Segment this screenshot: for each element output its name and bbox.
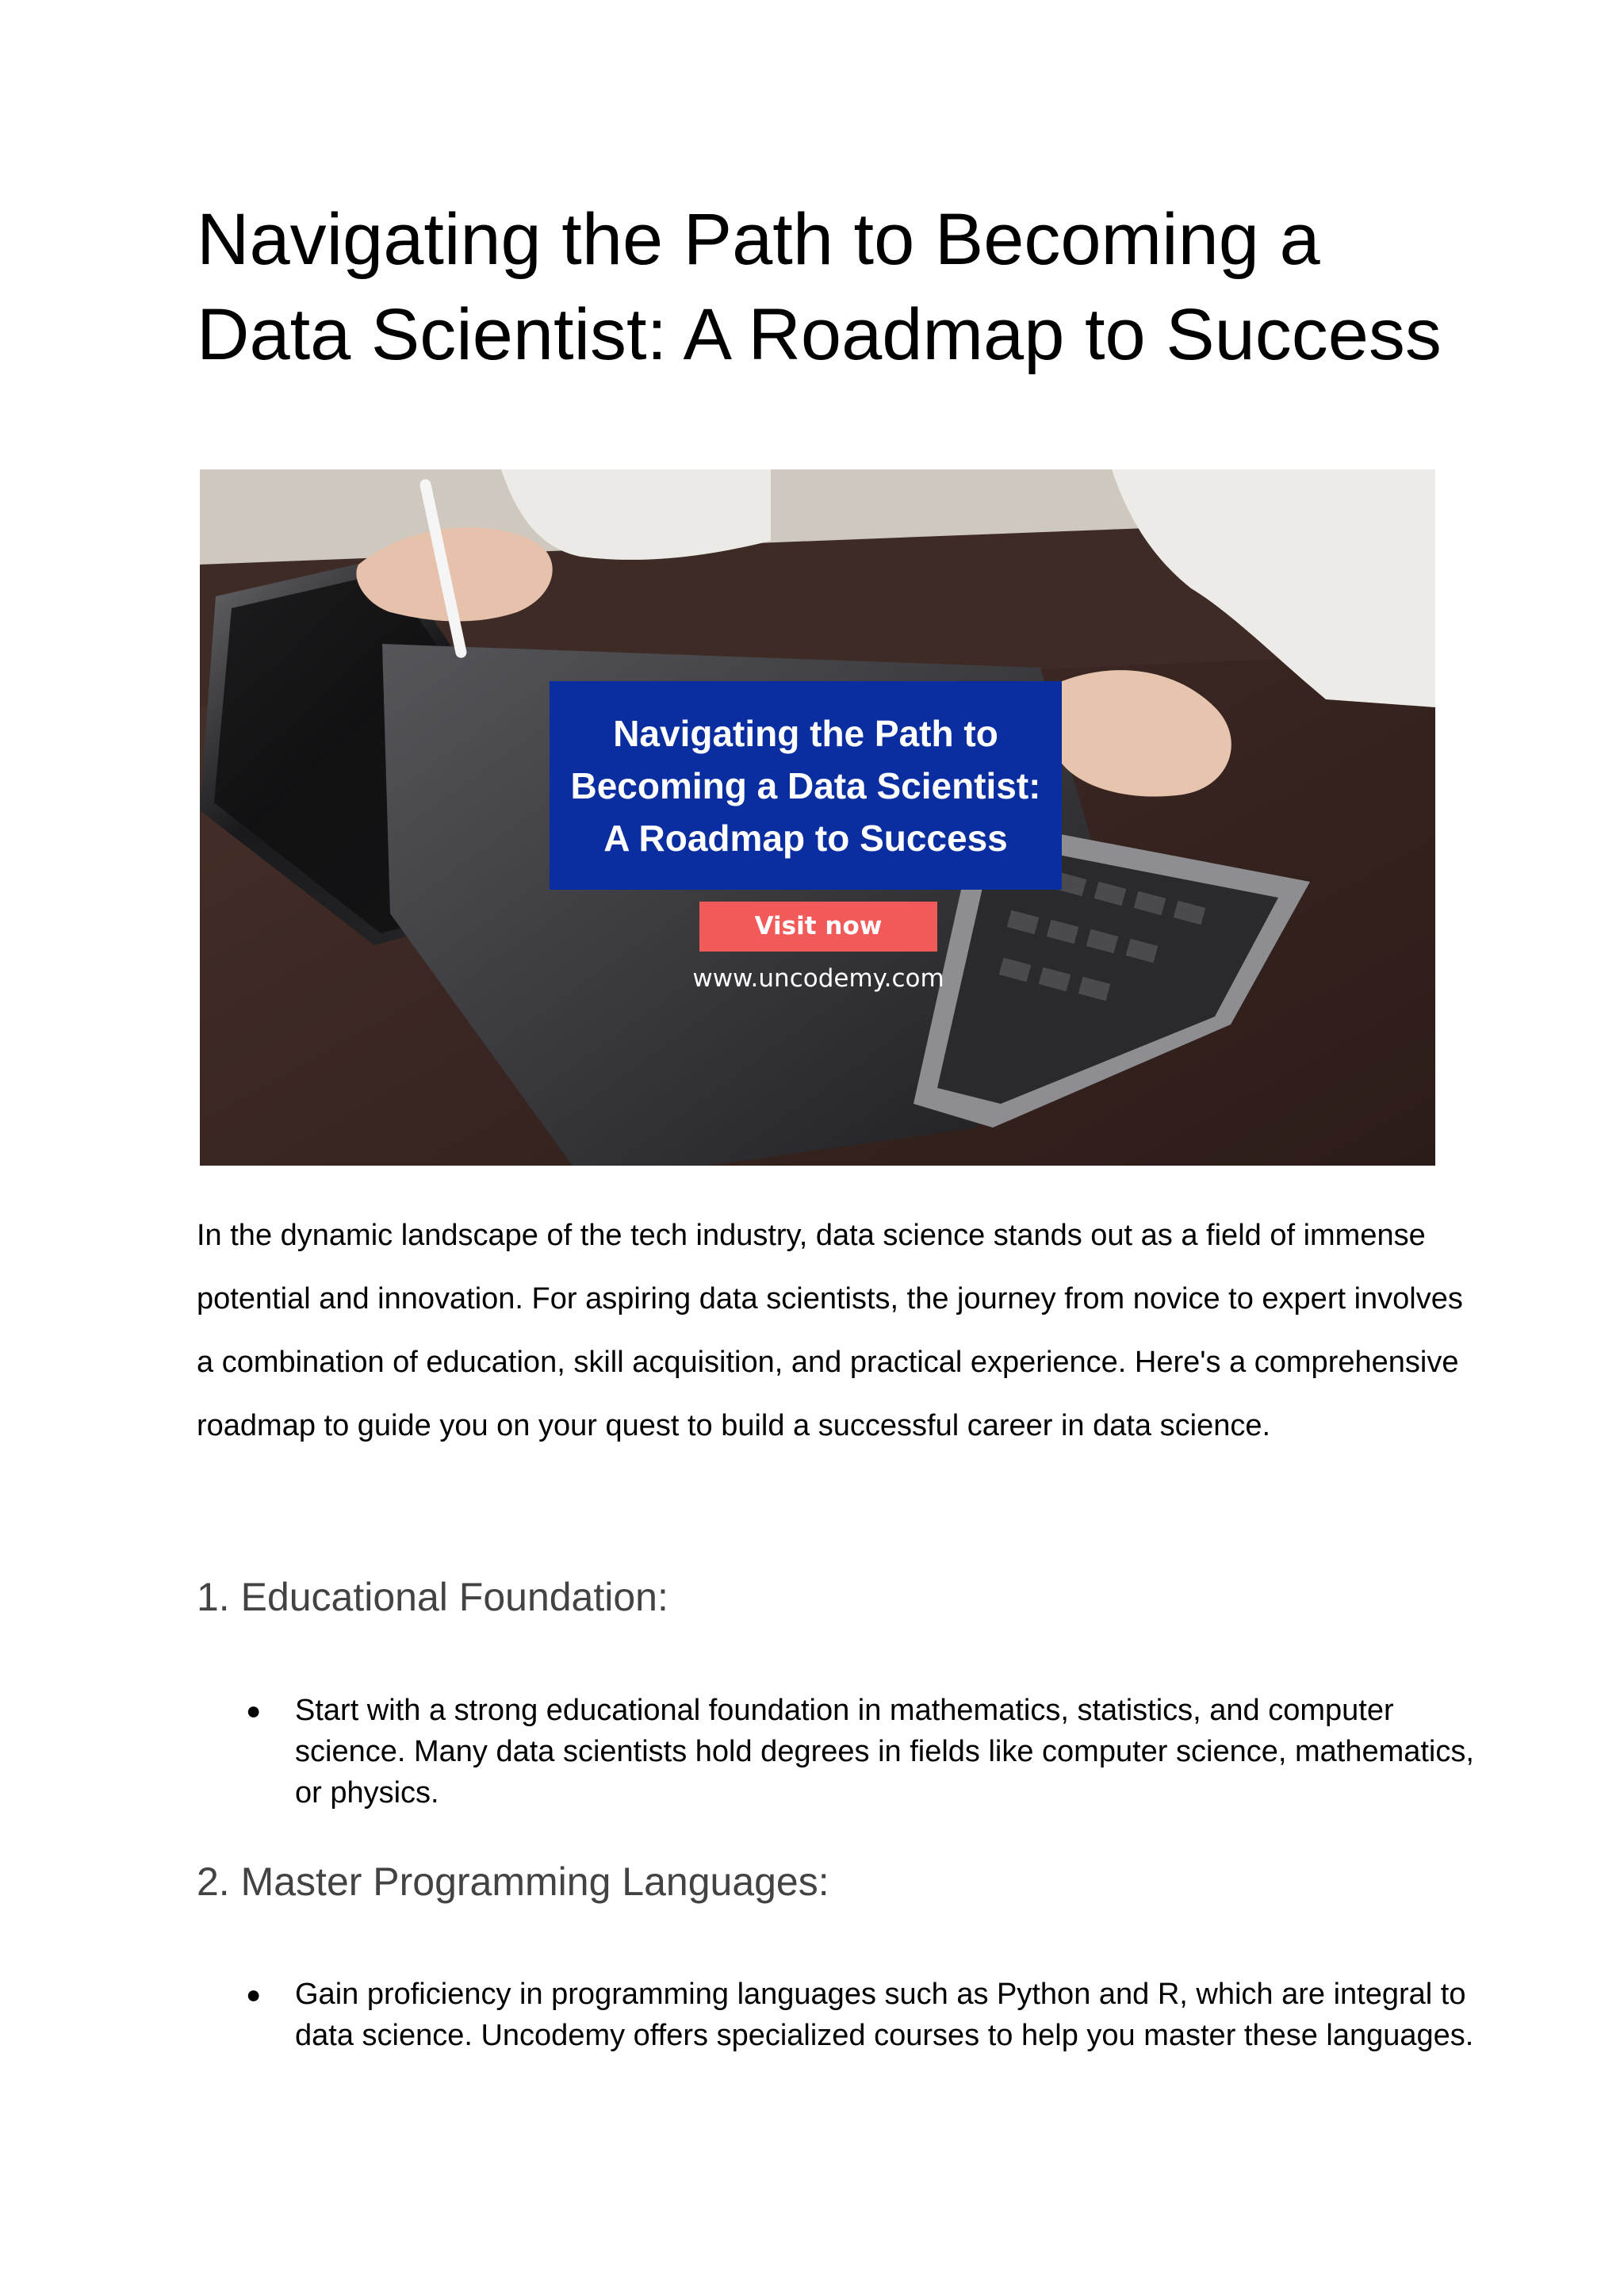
banner-box [550,681,1062,890]
page-title: Navigating the Path to Becoming a Data Scientist: A Roadmap to Success [197,199,1442,375]
visit-now-button[interactable]: Visit now [699,902,937,952]
list-item [197,1690,1481,1813]
intro-paragraph: In the dynamic landscape of the tech industry, data science stands out as a field of immense potential and innovation. For aspiring data scientists, the journey from novice to expert involves a combination of education, skill acquisition, and practical experience. Here's a comprehensive roadmap to guide you on your quest to build a successful career in data science. [197,1219,1463,1442]
list-item [197,1974,1481,2056]
banner-title: Navigating the Path to Becoming a Data Scientist: A Roadmap to Success [570,712,1041,859]
section-heading-education: 1. Educational Foundation: [197,1575,668,1619]
bullet-text: Start with a strong educational foundation in mathematics, statistics, and computer science. Many data scientists hold degrees in fields like computer science, mathematics, or physics. [295,1694,1474,1810]
bullet-text: Gain proficiency in programming languages such as Python and R, which are integral to data science. Uncodemy offers specialized courses to help you master these languages. [295,1978,1474,2052]
bullet-icon: ● [246,1696,262,1725]
section-heading-programming: 2. Master Programming Languages: [197,1859,829,1904]
programming-bullet-list [197,1974,1481,2056]
hero-image [200,469,1435,1166]
bullet-icon: ● [246,1980,262,2009]
site-url: www.uncodemy.com [692,964,944,993]
education-bullet-list [197,1690,1481,1813]
